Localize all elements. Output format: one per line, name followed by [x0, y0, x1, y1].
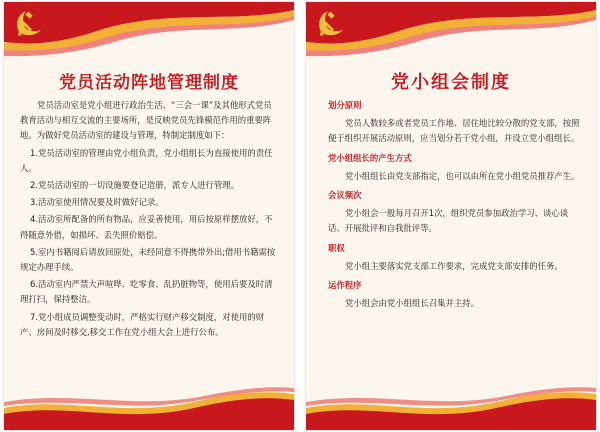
list-item: 2.党员活动室的一切设施要登记造册，派专人进行管理。 — [30, 180, 239, 191]
rules-body — [328, 98, 580, 311]
section-heading: 会议频次 — [328, 190, 362, 201]
section-heading: 划分原则 — [328, 100, 362, 110]
hammer-sickle-icon — [314, 6, 348, 40]
list-item: 6.活动室内严禁大声喧哗、吃零食、乱扔脏物等，使用后要及时清理打扫，保持整洁。 — [20, 279, 273, 305]
list-item: 4.活动室所配备的所有物品，应妥善使用，用后按原样摆放好，不得随意外借，如损坏、丢失照价赔偿。 — [20, 214, 273, 240]
section-heading: 运作程序 — [328, 280, 362, 291]
page-title: 党小组会制度 — [391, 72, 511, 93]
intro-paragraph: 党员活动室是党小组进行政治生活、“三会一课”及其他形式党员教育活动与相互交流的主要场所，是反映党员先锋模范作用的重要阵地。为做好党员活动室的建设与管理，特制定制度如下： — [20, 100, 272, 141]
bottom-ribbon-decoration — [306, 360, 596, 430]
section-text: 党小组组长由党支部指定，也可以由所在党小组党员推荐产生。 — [345, 170, 580, 181]
poster-activity-room-rules — [4, 2, 294, 430]
page-title: 党员活动阵地管理制度 — [59, 73, 239, 93]
bottom-ribbon-decoration — [4, 360, 294, 430]
section-text: 党小组会一般每月召开1次，组织党员参加政治学习、谈心谈话、开展批评和自我批评等。 — [328, 208, 569, 234]
section-text: 党小组主要落实党支部工作要求，完成党支部安排的任务。 — [345, 260, 563, 271]
list-item: 7.党小组成员调整变动时，严格实行财产移交制度，对使用的财产、房间及时移交,移交工作在党小组大会上进行公布。 — [20, 311, 265, 337]
section-text: 党员人数较多或者党员工作地、居住地比较分散的党支部，按照便于组织开展活动原则，应当划分若干党小组，并设立党小组组长。 — [328, 118, 580, 144]
list-item: 3.活动室使用情况要及时做好记录。 — [30, 197, 164, 208]
poster-party-group-meeting-rules — [306, 2, 596, 430]
list-item: 5.室内书籍阅后请放回原处，未经同意不得携带外出;借用书籍需按规定办理手续。 — [20, 246, 276, 273]
section-text: 党小组会由党小组组长召集并主持。 — [345, 298, 479, 309]
top-ribbon-decoration — [306, 2, 596, 72]
section-heading: 职权 — [328, 242, 345, 253]
section-heading: 党小组组长的产生方式 — [328, 152, 412, 163]
top-ribbon-decoration — [4, 2, 294, 72]
list-item: 1.党员活动室的管理由党小组负责，党小组组长为直接使用的责任人。 — [20, 147, 273, 173]
rules-body — [20, 98, 280, 340]
hammer-sickle-icon — [12, 6, 46, 40]
